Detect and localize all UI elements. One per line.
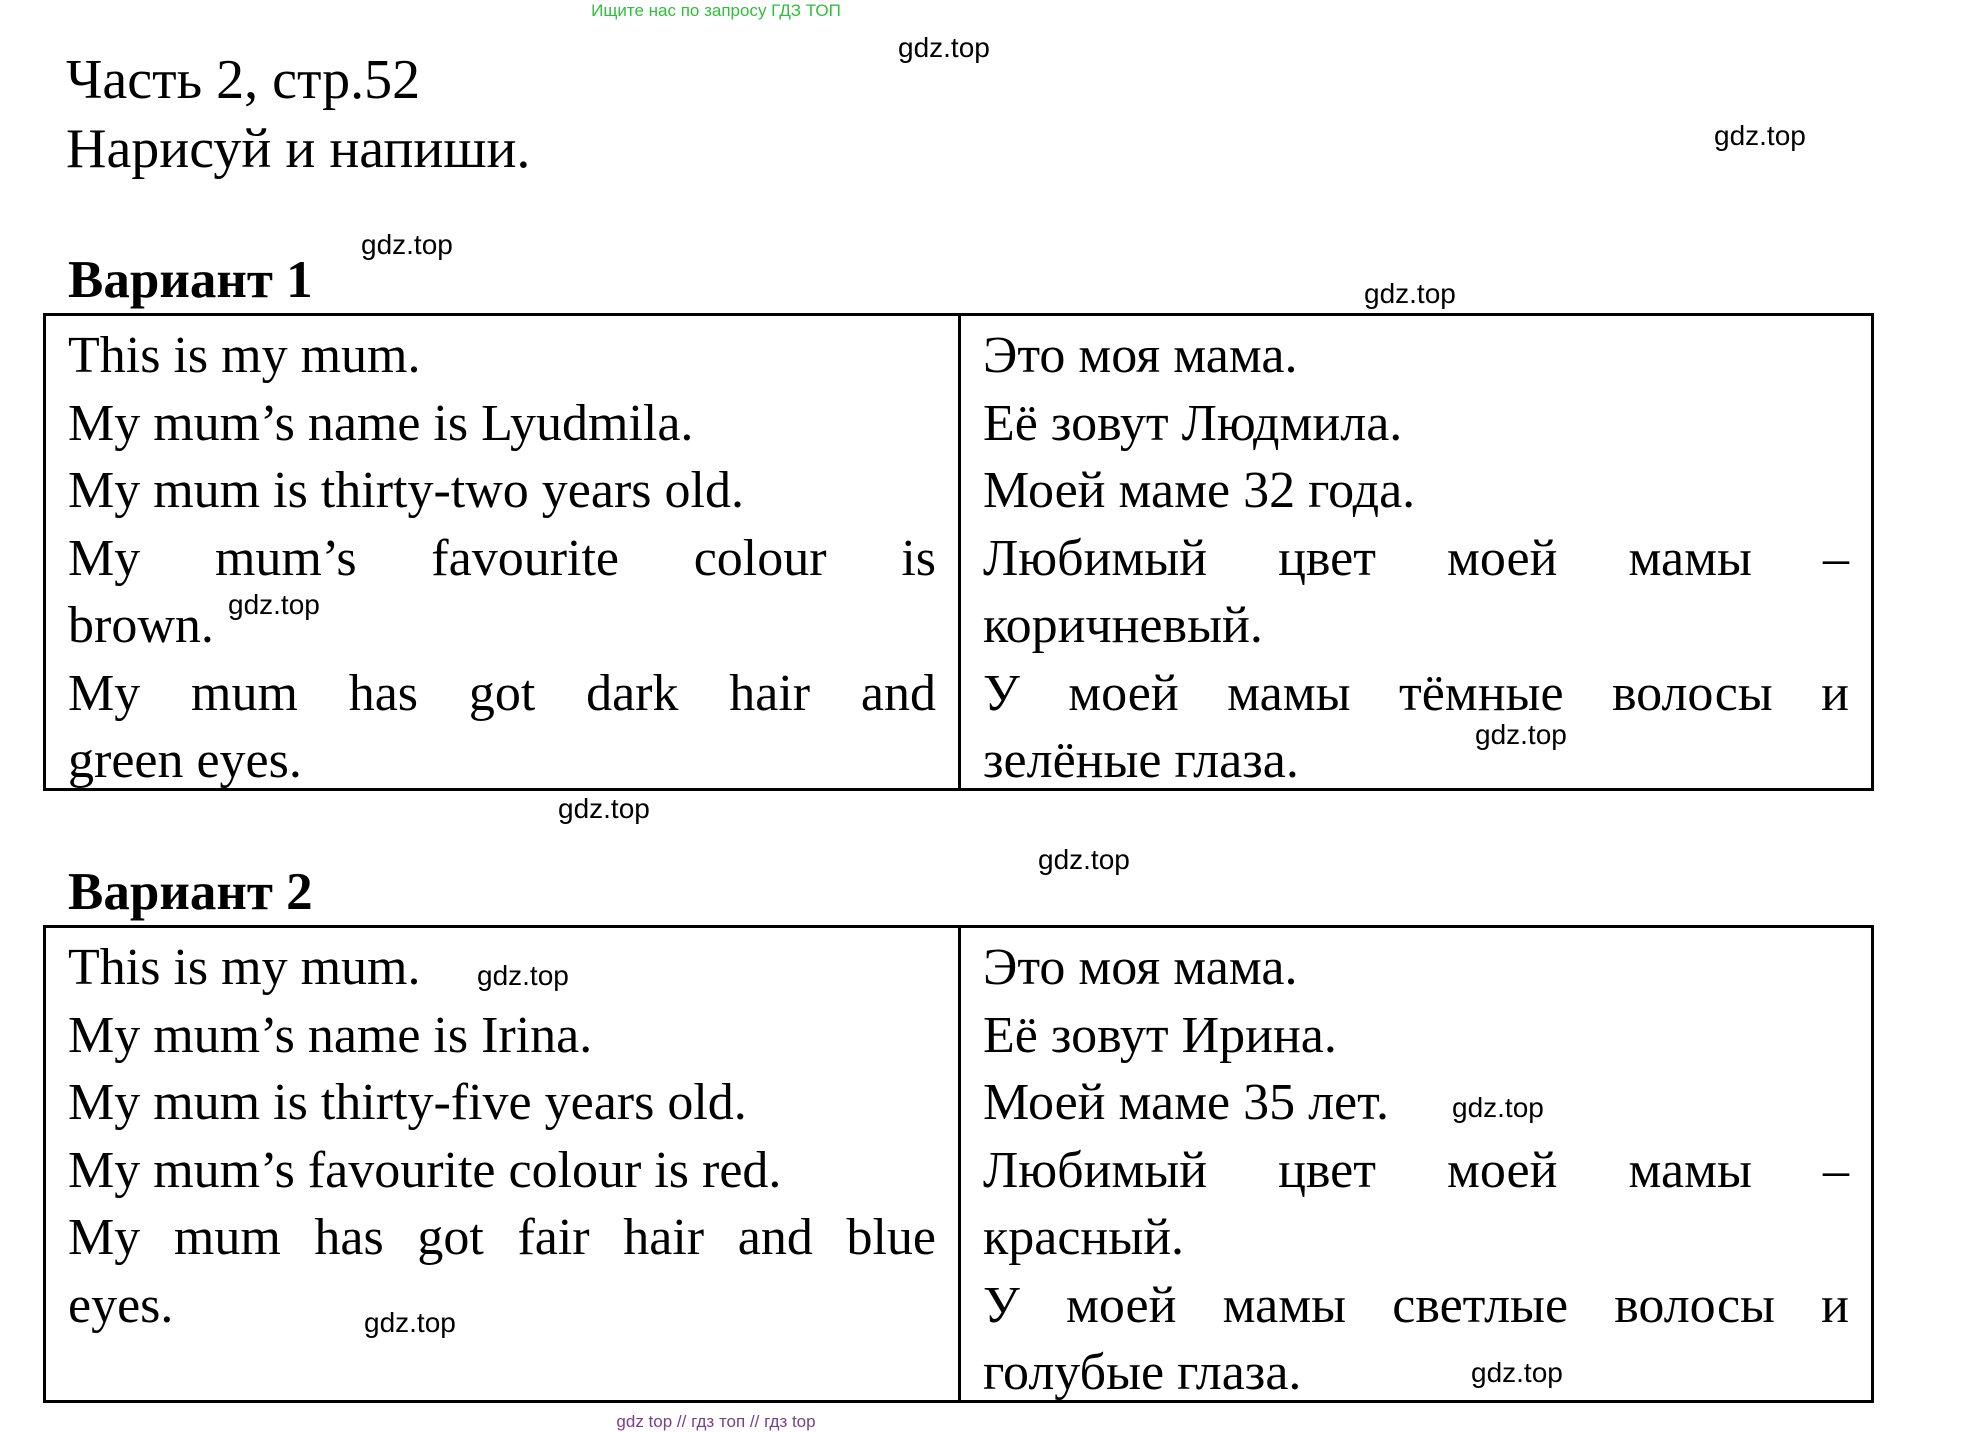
russian-line: голубые глаза. xyxy=(983,1344,1302,1401)
english-line: My mum has got fair hair and blue xyxy=(68,1209,936,1266)
watermark: gdz.top xyxy=(1475,719,1567,750)
variant-2-table xyxy=(43,925,1874,1403)
top-banner: Ищите нас по запросу ГДЗ ТОП xyxy=(591,1,841,20)
variant-1-title: Вариант 1 xyxy=(68,251,313,309)
variant-1-english-column xyxy=(46,316,961,788)
variant-2-russian-column xyxy=(961,928,1871,1400)
english-line: My mum’s favourite colour is xyxy=(68,529,936,587)
english-line: eyes. xyxy=(68,1276,174,1334)
watermark: gdz.top xyxy=(1364,278,1456,309)
russian-line: Любимый цвет моей мамы – xyxy=(983,529,1849,587)
english-line: My mum’s name is Irina. xyxy=(68,1006,593,1064)
variant-1-table xyxy=(43,313,1874,791)
watermark: gdz.top xyxy=(1038,844,1130,875)
english-line: This is my mum. xyxy=(68,939,421,996)
english-line: My mum’s favourite colour is red. xyxy=(68,1141,782,1199)
russian-line: красный. xyxy=(983,1209,1185,1266)
watermark: gdz.top xyxy=(1471,1357,1563,1388)
russian-line: У моей мамы тёмные волосы и xyxy=(983,664,1849,722)
russian-line: Любимый цвет моей мамы – xyxy=(983,1141,1849,1199)
variant-2-title: Вариант 2 xyxy=(68,863,313,921)
russian-line: У моей мамы светлые волосы и xyxy=(983,1276,1849,1334)
variant-1-russian-column xyxy=(961,316,1871,788)
watermark: gdz.top xyxy=(477,960,569,991)
russian-line: Её зовут Ирина. xyxy=(983,1006,1337,1064)
watermark: gdz.top xyxy=(361,229,453,260)
watermark: gdz.top xyxy=(898,32,990,63)
watermark: gdz.top xyxy=(558,793,650,824)
watermark: gdz.top xyxy=(228,589,320,620)
english-line: green eyes. xyxy=(68,732,302,789)
russian-line: Это моя мама. xyxy=(983,327,1298,384)
english-line: This is my mum. xyxy=(68,327,421,384)
english-line: brown. xyxy=(68,597,214,654)
russian-line: коричневый. xyxy=(983,597,1263,654)
variant-2-english-column xyxy=(46,928,961,1400)
footer-links: gdz top // гдз топ // гдз top xyxy=(616,1412,816,1431)
english-line: My mum has got dark hair and xyxy=(68,664,936,722)
english-line: My mum’s name is Lyudmila. xyxy=(68,394,694,452)
english-line: My mum is thirty-five years old. xyxy=(68,1074,747,1131)
russian-line: Моей маме 35 лет. xyxy=(983,1074,1389,1131)
english-line: My mum is thirty-two years old. xyxy=(68,462,744,519)
russian-line: Это моя мама. xyxy=(983,939,1298,996)
watermark: gdz.top xyxy=(1452,1092,1544,1123)
russian-line: Моей маме 32 года. xyxy=(983,462,1416,519)
page-title: Часть 2, стр.52 xyxy=(66,49,421,111)
watermark: gdz.top xyxy=(364,1307,456,1338)
task-instruction: Нарисуй и напиши. xyxy=(66,118,531,180)
watermark: gdz.top xyxy=(1714,120,1806,151)
russian-line: зелёные глаза. xyxy=(983,732,1299,789)
russian-line: Её зовут Людмила. xyxy=(983,394,1403,452)
